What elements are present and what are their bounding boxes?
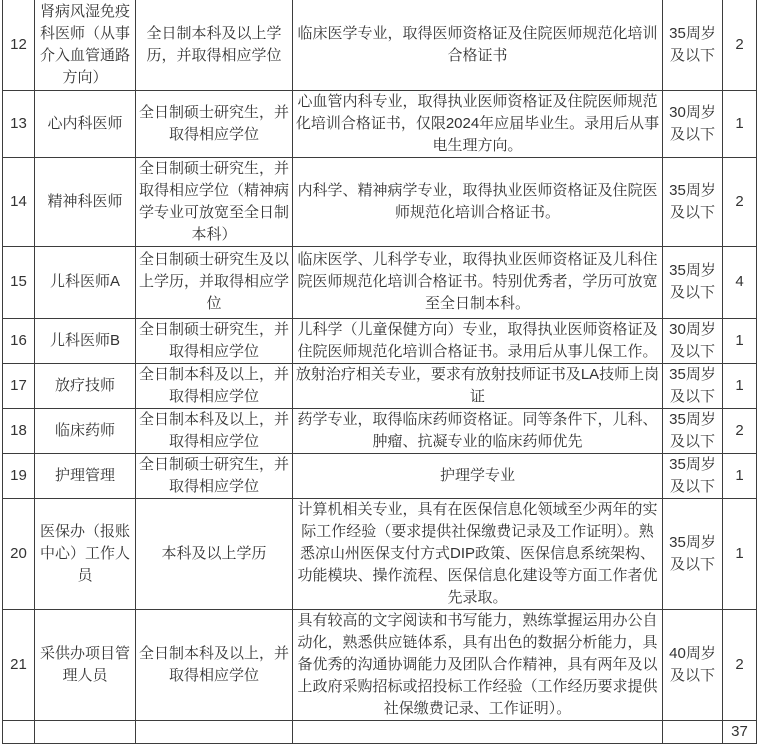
cell-seq-number: 18 (3, 408, 35, 453)
cell-qualification-requirement: 心血管内科专业，取得执业医师资格证及住院医师规范化培训合格证书，仅限2024年应届毕业生。录用后从事电生理方向。 (293, 90, 663, 157)
cell-education-requirement: 全日制本科及以上，并取得相应学位 (136, 363, 293, 408)
cell-position-title: 临床药师 (35, 408, 136, 453)
cell-seq-number: 12 (3, 0, 35, 90)
cell-age-limit: 30周岁及以下 (663, 90, 723, 157)
cell-seq-number: 15 (3, 246, 35, 318)
cell-qualification-requirement: 儿科学（儿童保健方向）专业，取得执业医师资格证及住院医师规范化培训合格证书。录用后从事儿保工作。 (293, 318, 663, 363)
cell-qualification-requirement: 临床医学、儿科学专业，取得执业医师资格证及儿科住院医师规范化培训合格证书。特别优秀者，学历可放宽至全日制本科。 (293, 246, 663, 318)
cell-age-limit: 35周岁及以下 (663, 363, 723, 408)
cell-position-title: 采供办项目管理人员 (35, 609, 136, 720)
cell-qualification-requirement: 护理学专业 (293, 453, 663, 498)
cell-total-headcount: 37 (723, 720, 757, 743)
cell-position-title: 肾病风湿免疫科医师（从事介入血管通路方向） (35, 0, 136, 90)
table-row (3, 246, 757, 318)
cell-headcount: 2 (723, 408, 757, 453)
cell-position-title: 护理管理 (35, 453, 136, 498)
cell-seq-number: 16 (3, 318, 35, 363)
cell-position-title: 放疗技师 (35, 363, 136, 408)
cell-position-title (35, 720, 136, 743)
cell-seq-number: 20 (3, 498, 35, 609)
table-row (3, 157, 757, 246)
cell-education-requirement (136, 720, 293, 743)
cell-headcount: 1 (723, 498, 757, 609)
cell-position-title: 儿科医师B (35, 318, 136, 363)
cell-position-title: 心内科医师 (35, 90, 136, 157)
cell-headcount: 2 (723, 0, 757, 90)
table-row (3, 90, 757, 157)
cell-age-limit: 35周岁及以下 (663, 246, 723, 318)
cell-seq-number: 19 (3, 453, 35, 498)
cell-qualification-requirement: 临床医学专业，取得医师资格证及住院医师规范化培训合格证书 (293, 0, 663, 90)
table-row (3, 453, 757, 498)
cell-seq-number: 13 (3, 90, 35, 157)
cell-education-requirement: 全日制硕士研究生，并取得相应学位（精神病学专业可放宽至全日制本科） (136, 157, 293, 246)
cell-headcount: 1 (723, 318, 757, 363)
cell-qualification-requirement (293, 720, 663, 743)
cell-age-limit: 30周岁及以下 (663, 318, 723, 363)
cell-qualification-requirement: 放射治疗相关专业，要求有放射技师证书及LA技师上岗证 (293, 363, 663, 408)
recruitment-positions-table (2, 0, 757, 744)
cell-age-limit: 35周岁及以下 (663, 157, 723, 246)
cell-position-title: 儿科医师A (35, 246, 136, 318)
cell-education-requirement: 全日制硕士研究生，并取得相应学位 (136, 318, 293, 363)
table-row (3, 609, 757, 720)
cell-education-requirement: 全日制硕士研究生及以上学历，并取得相应学位 (136, 246, 293, 318)
cell-qualification-requirement: 具有较高的文字阅读和书写能力，熟练掌握运用办公自动化，熟悉供应链体系，具有出色的数据分析能力，具备优秀的沟通协调能力及团队合作精神，具有两年及以上政府采购招标或招投标工作经验（工作经历要求提供社保缴费记录、工作证明）。 (293, 609, 663, 720)
table-row (3, 318, 757, 363)
cell-seq-number: 21 (3, 609, 35, 720)
cell-age-limit (663, 720, 723, 743)
cell-age-limit: 35周岁及以下 (663, 0, 723, 90)
table-row (3, 0, 757, 90)
cell-headcount: 1 (723, 453, 757, 498)
cell-age-limit: 40周岁及以下 (663, 609, 723, 720)
cell-position-title: 精神科医师 (35, 157, 136, 246)
cell-seq-number (3, 720, 35, 743)
cell-qualification-requirement: 内科学、精神病学专业，取得执业医师资格证及住院医师规范化培训合格证书。 (293, 157, 663, 246)
cell-qualification-requirement: 计算机相关专业，具有在医保信息化领域至少两年的实际工作经验（要求提供社保缴费记录及工作证明）。熟悉凉山州医保支付方式DIP政策、医保信息系统架构、功能模块、操作流程、医保信息化建设等方面工作者优先录取。 (293, 498, 663, 609)
cell-seq-number: 17 (3, 363, 35, 408)
cell-education-requirement: 全日制硕士研究生，并取得相应学位 (136, 90, 293, 157)
cell-education-requirement: 全日制硕士研究生，并取得相应学位 (136, 453, 293, 498)
cell-headcount: 4 (723, 246, 757, 318)
cell-age-limit: 35周岁及以下 (663, 453, 723, 498)
cell-headcount: 2 (723, 609, 757, 720)
table-row (3, 363, 757, 408)
cell-education-requirement: 全日制本科及以上学历，并取得相应学位 (136, 0, 293, 90)
total-row (3, 720, 757, 743)
cell-qualification-requirement: 药学专业，取得临床药师资格证。同等条件下，儿科、肿瘤、抗凝专业的临床药师优先 (293, 408, 663, 453)
cell-education-requirement: 全日制本科及以上，并取得相应学位 (136, 408, 293, 453)
cell-position-title: 医保办（报账中心）工作人员 (35, 498, 136, 609)
cell-education-requirement: 全日制本科及以上，并取得相应学位 (136, 609, 293, 720)
cell-headcount: 1 (723, 363, 757, 408)
cell-age-limit: 35周岁及以下 (663, 408, 723, 453)
cell-education-requirement: 本科及以上学历 (136, 498, 293, 609)
table-row (3, 408, 757, 453)
table-row (3, 498, 757, 609)
cell-seq-number: 14 (3, 157, 35, 246)
cell-headcount: 2 (723, 157, 757, 246)
cell-headcount: 1 (723, 90, 757, 157)
cell-age-limit: 35周岁及以下 (663, 498, 723, 609)
